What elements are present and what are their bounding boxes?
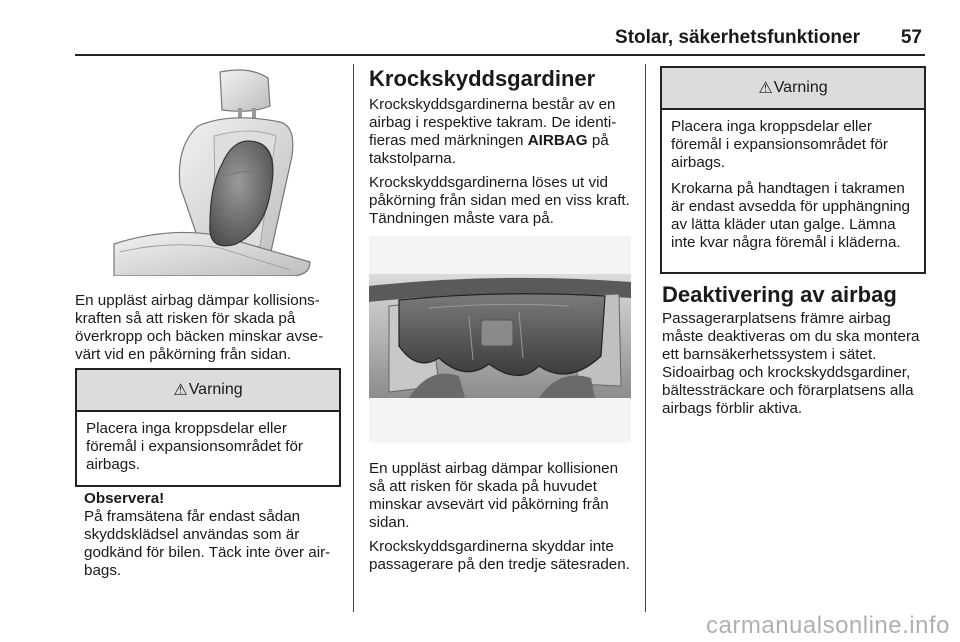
left-caption: En uppläst airbag dämpar kollisionskraften så att risken för skada på överkropp och bäcken minskar avsevärt vid en påkörning från sidan. bbox=[75, 292, 324, 363]
left-note bbox=[84, 490, 344, 580]
curtain-para-2: Krockskyddsgardinerna löses ut vid påkörning från sidan med en viss kraft. Tändningen måste vara på. bbox=[369, 174, 630, 227]
warning-box-left bbox=[75, 368, 341, 487]
warning-text: Placera inga kroppsdelar eller föremål i expansionsområdet för airbags. bbox=[86, 420, 303, 473]
warning-triangle-icon: ⚠ bbox=[173, 382, 188, 399]
deactivate-para: Passagerarplatsens främre airbag måste deaktiveras om du ska montera ett barnsäkerhetssystem i sätet. Sidoairbag och krockskyddsgardiner, bältessträckare och förarplatsens alla airbags förblir aktiva. bbox=[662, 310, 920, 417]
warning-body bbox=[77, 412, 339, 482]
note-title: Observera! bbox=[84, 490, 165, 507]
middle-column-bottom bbox=[369, 460, 635, 580]
warning-header bbox=[77, 370, 339, 412]
warning-text-2: Krokarna på handtagen i takramen är endast avsedda för upphängning av lätta kläder utan galge. Lämna inte kvar några föremål i kläderna. bbox=[671, 180, 910, 251]
curtain-airbag-illustration bbox=[369, 236, 631, 443]
warning-title: Varning bbox=[773, 79, 828, 96]
column-divider-2 bbox=[645, 64, 646, 612]
right-column-section bbox=[662, 282, 928, 424]
page-number: 57 bbox=[900, 27, 922, 48]
curtain-para-4: Krockskyddsgardinerna skyddar inte passagerare på den tredje sätesraden. bbox=[369, 538, 630, 573]
seat-airbag-drawing bbox=[110, 66, 338, 276]
warning-box-right bbox=[660, 66, 926, 274]
section-heading-deactivate-airbag: Deaktivering av airbag bbox=[662, 282, 897, 307]
middle-column-top bbox=[369, 66, 633, 234]
warning-text-1: Placera inga kroppsdelar eller föremål i expansionsområdet för airbags. bbox=[671, 118, 888, 171]
seat-side-airbag-illustration bbox=[110, 66, 338, 276]
curtain-para-3: En uppläst airbag dämpar kollisionen så att risken för skada på huvudet minskar avsevärt vid påkörning från sidan. bbox=[369, 460, 619, 531]
warning-triangle-icon: ⚠ bbox=[758, 80, 773, 97]
warning-title: Varning bbox=[188, 381, 243, 398]
warning-header bbox=[662, 68, 924, 110]
curtain-para-1: Krockskyddsgardinerna består av en airbag i respektive takram. De identifieras med märkningen AIRBAG på takstolparna. bbox=[369, 96, 617, 167]
curtain-airbag-drawing bbox=[369, 236, 631, 443]
page-header-title: Stolar, säkerhetsfunktioner bbox=[615, 27, 860, 48]
section-heading-curtain-airbags: Krockskyddsgardiner bbox=[369, 66, 596, 91]
watermark-text: carmanualsonline.info bbox=[706, 612, 950, 639]
header-rule bbox=[75, 54, 925, 56]
note-text: På framsätena får endast sådan skyddsklädsel användas som är godkänd för bilen. Täck inte över airbags. bbox=[84, 508, 331, 579]
warning-body bbox=[662, 110, 924, 260]
airbag-label: AIRBAG bbox=[527, 132, 588, 149]
column-divider-1 bbox=[353, 64, 354, 612]
